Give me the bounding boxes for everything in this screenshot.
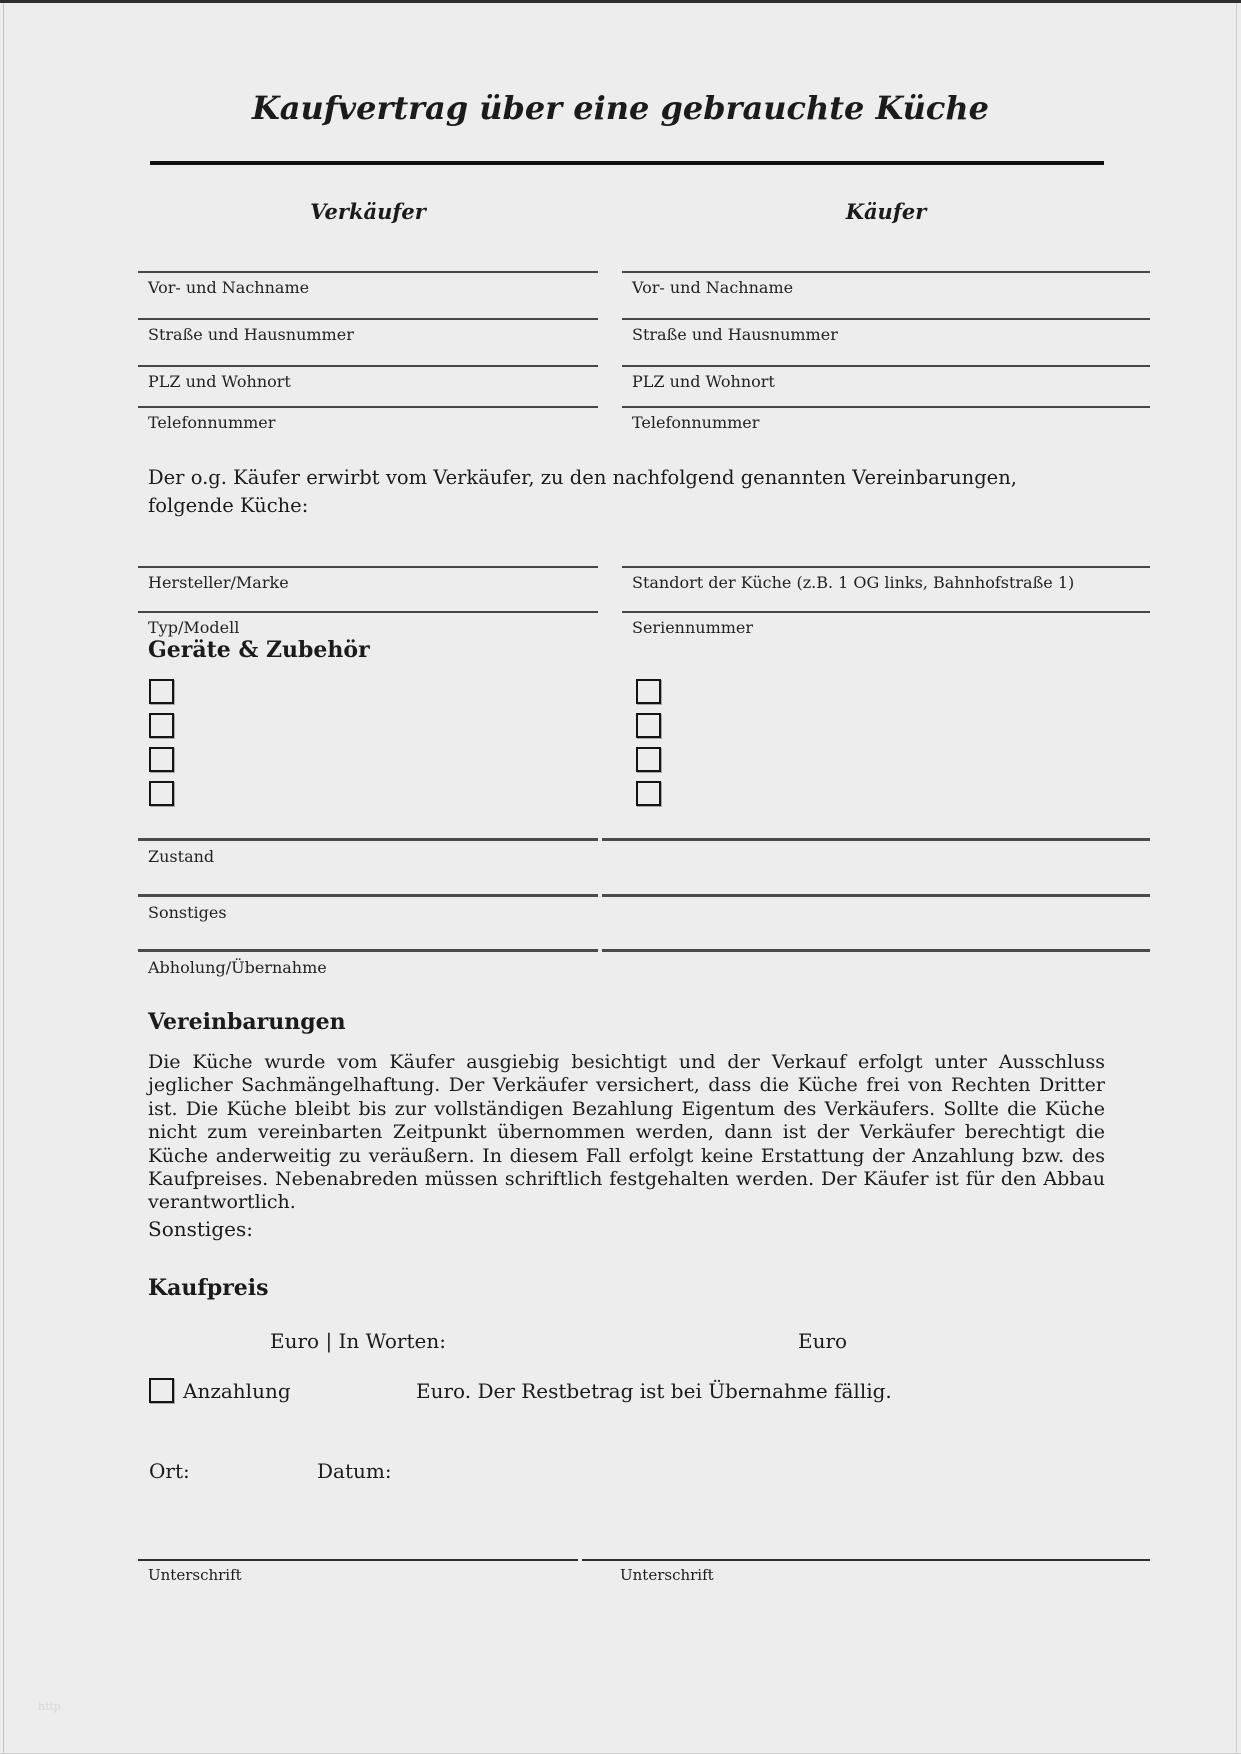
typ-label: Typ/Modell [148,618,240,637]
equipment-checkbox[interactable] [149,679,174,704]
ort-label: Ort: [149,1459,190,1483]
standort-line [622,566,1150,568]
datum-label: Datum: [317,1459,392,1483]
seller-city-label: PLZ und Wohnort [148,372,291,391]
agreements-heading: Vereinbarungen [148,1009,346,1035]
seller-city-line [138,365,598,367]
agreements-sonstiges-label: Sonstiges: [148,1217,253,1241]
buyer-name-line [622,271,1150,273]
equipment-checkbox[interactable] [636,747,661,772]
seller-signature-line [138,1559,578,1561]
price-euro-label: Euro [798,1329,848,1353]
deposit-checkbox-label: Anzahlung [183,1379,291,1403]
agreements-paragraph: Die Küche wurde vom Käufer ausgiebig besichtigt und der Verkauf erfolgt unter Ausschluss jeglicher Sachmängelhaftung. Der Verkäufer versichert, dass die Küche frei von Rechten Dritter ist. Die Küche bleibt bis zur vollständigen Bezahlung Eigentum des Verkäufers. Sollte die Küche nicht zum vereinbarten Zeitpunkt übernommen werden, dann ist der Verkäufer berechtigt die Küche anderweitig zu veräußern. In diesem Fall erfolgt keine Erstattung der Anzahlung bzw. des Kaufpreises. Nebenabreden müssen schriftlich festgehalten werden. Der Käufer ist für den Abbau verantwortlich. [148,1051,1105,1214]
seller-street-line [138,318,598,320]
seriennummer-line [622,611,1150,613]
price-heading: Kaufpreis [148,1275,269,1301]
seller-header: Verkäufer [310,199,426,224]
page-title: Kaufvertrag über eine gebrauchte Küche [251,89,990,127]
equipment-checkbox[interactable] [149,747,174,772]
seller-name-line [138,271,598,273]
sonstiges-line-right [602,894,1150,897]
page-right-edge [1236,3,1237,1754]
page-left-edge [3,3,4,1754]
equipment-heading: Geräte & Zubehör [148,637,370,663]
zustand-label: Zustand [148,847,215,866]
equipment-checkbox[interactable] [636,679,661,704]
buyer-street-label: Straße und Hausnummer [632,325,838,344]
buyer-signature-label: Unterschrift [620,1566,714,1584]
seller-phone-line [138,406,598,408]
equipment-checkbox-column-left [149,679,174,806]
buyer-header: Käufer [845,199,927,224]
deposit-text: Euro. Der Restbetrag ist bei Übernahme fällig. [416,1379,892,1403]
title-rule [150,161,1104,165]
sonstiges-line-left [138,894,598,897]
seller-phone-label: Telefonnummer [148,413,276,432]
sonstiges-label: Sonstiges [148,903,227,922]
buyer-city-label: PLZ und Wohnort [632,372,775,391]
abholung-label: Abholung/Übernahme [148,958,327,977]
watermark-text: http [38,1700,61,1713]
seller-signature-label: Unterschrift [148,1566,242,1584]
buyer-city-line [622,365,1150,367]
standort-label: Standort der Küche (z.B. 1 OG links, Bahnhofstraße 1) [632,573,1075,592]
price-euro-in-words-label: Euro | In Worten: [270,1329,446,1353]
equipment-checkbox[interactable] [149,713,174,738]
seriennummer-label: Seriennummer [632,618,754,637]
equipment-checkbox[interactable] [636,713,661,738]
seller-street-label: Straße und Hausnummer [148,325,354,344]
abholung-line-right [602,949,1150,952]
buyer-street-line [622,318,1150,320]
equipment-checkbox[interactable] [149,781,174,806]
equipment-checkbox-column-right [636,679,661,806]
deposit-checkbox[interactable] [149,1378,174,1403]
buyer-name-label: Vor- und Nachname [632,278,794,297]
intro-paragraph: Der o.g. Käufer erwirbt vom Verkäufer, zu den nachfolgend genannten Vereinbarungen, folgende Küche: [148,466,1017,517]
typ-line [138,611,598,613]
abholung-line-left [138,949,598,952]
zustand-line-right [602,838,1150,841]
hersteller-label: Hersteller/Marke [148,573,289,592]
buyer-signature-line [582,1559,1150,1561]
equipment-checkbox[interactable] [636,781,661,806]
hersteller-line [138,566,598,568]
buyer-phone-label: Telefonnummer [632,413,760,432]
zustand-line-left [138,838,598,841]
buyer-phone-line [622,406,1150,408]
seller-name-label: Vor- und Nachname [148,278,310,297]
